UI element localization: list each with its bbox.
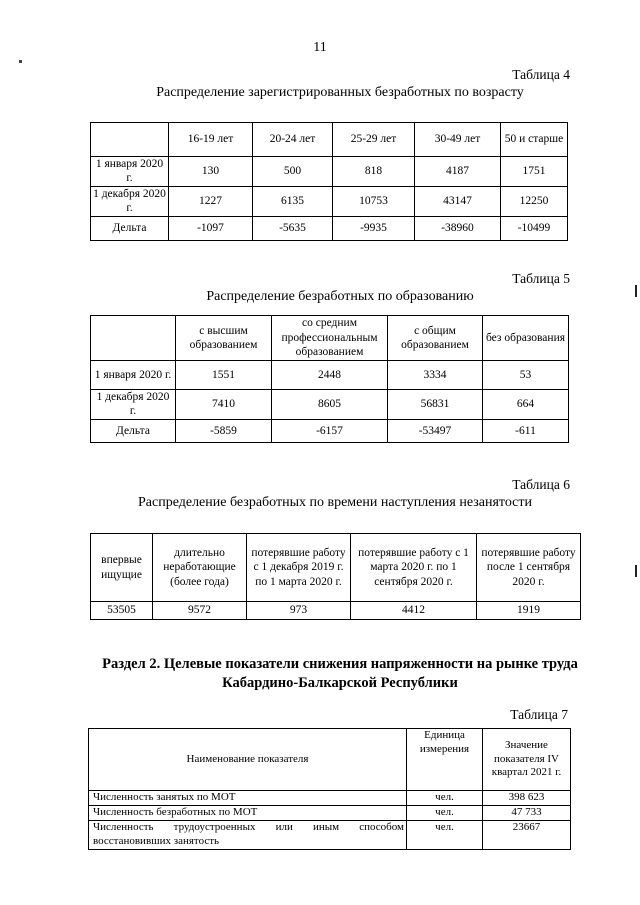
table-cell: 664: [483, 390, 569, 420]
table-cell: 130: [169, 157, 253, 187]
table-cell: 4412: [351, 602, 477, 620]
indicator-name: Численность безработных по МОТ: [89, 806, 407, 821]
table-row: [91, 361, 569, 390]
row-label: Дельта: [91, 419, 176, 442]
table6-header-cell: потерявшие работу с 1 марта 2020 г. по 1 сентября 2020 г.: [351, 534, 477, 602]
table4-header-cell: 30-49 лет: [415, 123, 501, 157]
section-heading: [80, 655, 600, 693]
table5-title: Распределение безработных по образованию: [206, 289, 474, 304]
table6-header-cell: впервые ищущие: [91, 534, 153, 602]
table-row: [91, 419, 569, 442]
table-row: [89, 821, 571, 850]
table7: [88, 728, 571, 850]
table-cell: 1751: [501, 157, 568, 187]
table-row: [91, 216, 568, 240]
table4-header-row: [91, 123, 568, 157]
table6-header-cell: потерявшие работу после 1 сентября 2020 г.: [477, 534, 581, 602]
table4-header-cell: 20-24 лет: [253, 123, 333, 157]
table5-header-cell: со средним профессиональным образованием: [272, 316, 388, 361]
table-cell: 973: [247, 602, 351, 620]
table-cell: чел.: [407, 821, 483, 850]
table-cell: -38960: [415, 216, 501, 240]
table-cell: 53505: [91, 602, 153, 620]
table-cell: 6135: [253, 186, 333, 216]
table-cell: чел.: [407, 791, 483, 806]
row-label: 1 января 2020 г.: [91, 157, 169, 187]
table-cell: 1227: [169, 186, 253, 216]
table-cell: 10753: [333, 186, 415, 216]
table-cell: 9572: [153, 602, 247, 620]
table-cell: 12250: [501, 186, 568, 216]
table4-header-cell: 16-19 лет: [169, 123, 253, 157]
table6-title: Распределение безработных по времени наступления незанятости: [138, 495, 532, 510]
scan-mark: [19, 60, 22, 63]
table4-header-cell: [91, 123, 169, 157]
table-cell: 53: [483, 361, 569, 390]
table-cell: -5859: [176, 419, 272, 442]
table5-header-row: [91, 316, 569, 361]
table-cell: 1551: [176, 361, 272, 390]
table-cell: 43147: [415, 186, 501, 216]
table6-header-cell: потерявшие работу с 1 декабря 2019 г. по 1 марта 2020 г.: [247, 534, 351, 602]
table4-header-cell: 25-29 лет: [333, 123, 415, 157]
table-row: [89, 806, 571, 821]
scan-edge-mark: [635, 285, 637, 297]
row-label: 1 декабря 2020 г.: [91, 186, 169, 216]
section-heading-line: Раздел 2. Целевые показатели снижения напряженности на рынке труда: [102, 656, 578, 672]
table-cell: 4187: [415, 157, 501, 187]
indicator-name: Численность трудоустроенных или иным способом восстановивших занятость: [89, 821, 407, 850]
table-cell: 23667: [483, 821, 571, 850]
table-cell: -5635: [253, 216, 333, 240]
table6: [90, 533, 581, 620]
table7-header-row: [89, 729, 571, 791]
page-number: 11: [313, 40, 327, 55]
table-cell: -611: [483, 419, 569, 442]
row-label: 1 января 2020 г.: [91, 361, 176, 390]
table-cell: 47 733: [483, 806, 571, 821]
table6-label: Таблица 6: [512, 477, 570, 492]
row-label: Дельта: [91, 216, 169, 240]
table5-header-cell: без образования: [483, 316, 569, 361]
table-cell: 818: [333, 157, 415, 187]
table-row: [89, 791, 571, 806]
table6-header-row: [91, 534, 581, 602]
table-cell: -10499: [501, 216, 568, 240]
table-row: [91, 602, 581, 620]
table-cell: -9935: [333, 216, 415, 240]
table-cell: -1097: [169, 216, 253, 240]
table7-header-cell: Наименование показателя: [89, 729, 407, 791]
table4-header-cell: 50 и старше: [501, 123, 568, 157]
table6-header-cell: длительно неработающие (более года): [153, 534, 247, 602]
table-cell: 1919: [477, 602, 581, 620]
table5-header-cell: с высшим образованием: [176, 316, 272, 361]
scan-edge-mark: [635, 565, 637, 577]
table-cell: 398 623: [483, 791, 571, 806]
table7-header-cell: Единица измерения: [407, 729, 483, 791]
table5-header-cell: [91, 316, 176, 361]
indicator-name: Численность занятых по МОТ: [89, 791, 407, 806]
section-heading-line: Кабардино-Балкарской Республики: [222, 674, 458, 691]
table4-label: Таблица 4: [512, 67, 570, 82]
table4: [90, 122, 568, 241]
table-cell: 500: [253, 157, 333, 187]
table7-label: Таблица 7: [510, 707, 568, 722]
table-cell: 8605: [272, 390, 388, 420]
table-cell: 56831: [388, 390, 483, 420]
row-label: 1 декабря 2020 г.: [91, 390, 176, 420]
table7-header-cell: Значение показателя IV квартал 2021 г.: [483, 729, 571, 791]
table-cell: -6157: [272, 419, 388, 442]
table-row: [91, 390, 569, 420]
table-cell: 2448: [272, 361, 388, 390]
table-cell: 7410: [176, 390, 272, 420]
table4-title: Распределение зарегистрированных безработных по возрасту: [156, 85, 524, 100]
table5-header-cell: с общим образованием: [388, 316, 483, 361]
table-cell: чел.: [407, 806, 483, 821]
table-row: [91, 186, 568, 216]
table-row: [91, 157, 568, 187]
table5: [90, 315, 569, 443]
table5-label: Таблица 5: [512, 271, 570, 286]
table-cell: -53497: [388, 419, 483, 442]
table-cell: 3334: [388, 361, 483, 390]
